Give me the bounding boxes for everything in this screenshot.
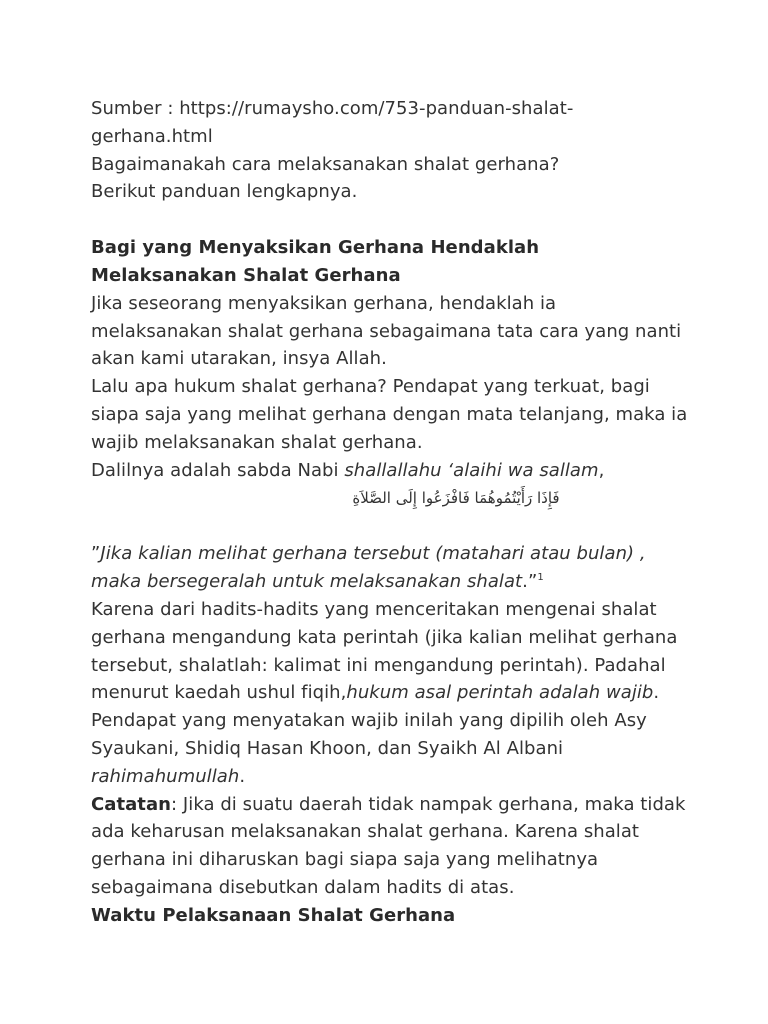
note-label: Catatan bbox=[91, 793, 172, 815]
intro-question: Bagaimanakah cara melaksanakan shalat gerhana? bbox=[91, 153, 560, 175]
text: Karena dari hadits-hadits yang menceritakan mengenai shalat gerhana mengandung kata perintah (jika kalian melihat gerhana tersebut, shalatlah: kalimat ini mengandung perintah). Padahal menurut kaedah ushul fiqih, bbox=[91, 598, 678, 704]
intro-next: Berikut panduan lengkapnya. bbox=[91, 181, 358, 203]
paragraph bbox=[91, 596, 691, 791]
footnote-ref[interactable]: 1 bbox=[537, 572, 544, 584]
paragraph: Jika seseorang menyaksikan gerhana, hendaklah ia melaksanakan shalat gerhana sebagaimana tata cara yang nanti akan kami utarakan, insya Allah. bbox=[91, 292, 682, 370]
italic-text: rahimahumullah bbox=[91, 765, 240, 787]
text: , bbox=[598, 459, 605, 481]
arabic-hadith: فَإِذَا رَأَيْتُمُوهُمَا فَافْزَعُوا إِلَى الصَّلاَةِ bbox=[352, 489, 560, 508]
quote-mark: ” bbox=[91, 543, 101, 565]
quote-mark: .” bbox=[522, 571, 538, 593]
italic-text: hukum asal perintah adalah wajib bbox=[346, 682, 654, 704]
paragraph-dalil bbox=[91, 457, 691, 485]
spacer bbox=[91, 206, 691, 234]
section-heading: Bagi yang Menyaksikan Gerhana Hendaklah Melaksanakan Shalat Gerhana bbox=[91, 237, 540, 286]
text: . Pendapat yang menyatakan wajib inilah yang dipilih oleh Asy Syaukani, Shidiq Hasan Khoon, dan Syaikh Al Albani bbox=[91, 682, 660, 759]
source-line: Sumber : https://rumaysho.com/753-panduan-shalat-gerhana.html bbox=[91, 98, 574, 147]
text: . bbox=[239, 765, 246, 787]
document-body bbox=[91, 95, 691, 930]
spacer bbox=[91, 512, 691, 540]
paragraph: Lalu apa hukum shalat gerhana? Pendapat yang terkuat, bagi siapa saja yang melihat gerhana dengan mata telanjang, maka ia wajib melaksanakan shalat gerhana. bbox=[91, 376, 688, 453]
text: Dalilnya adalah sabda Nabi bbox=[91, 459, 345, 481]
italic-text: shallallahu ‘alaihi wa sallam bbox=[344, 459, 599, 481]
section-heading: Waktu Pelaksanaan Shalat Gerhana bbox=[91, 904, 456, 926]
hadith-translation bbox=[91, 540, 691, 596]
italic-text: Jika kalian melihat gerhana tersebut (matahari atau bulan) , maka bersegeralah untuk melaksanakan shalat bbox=[91, 543, 646, 593]
text: : Jika di suatu daerah tidak nampak gerhana, maka tidak ada keharusan melaksanakan shalat gerhana. Karena shalat gerhana ini diharuskan bagi siapa saja yang melihatnya sebagaimana disebutkan dalam hadits di atas. bbox=[91, 793, 686, 898]
note-paragraph bbox=[91, 791, 691, 902]
